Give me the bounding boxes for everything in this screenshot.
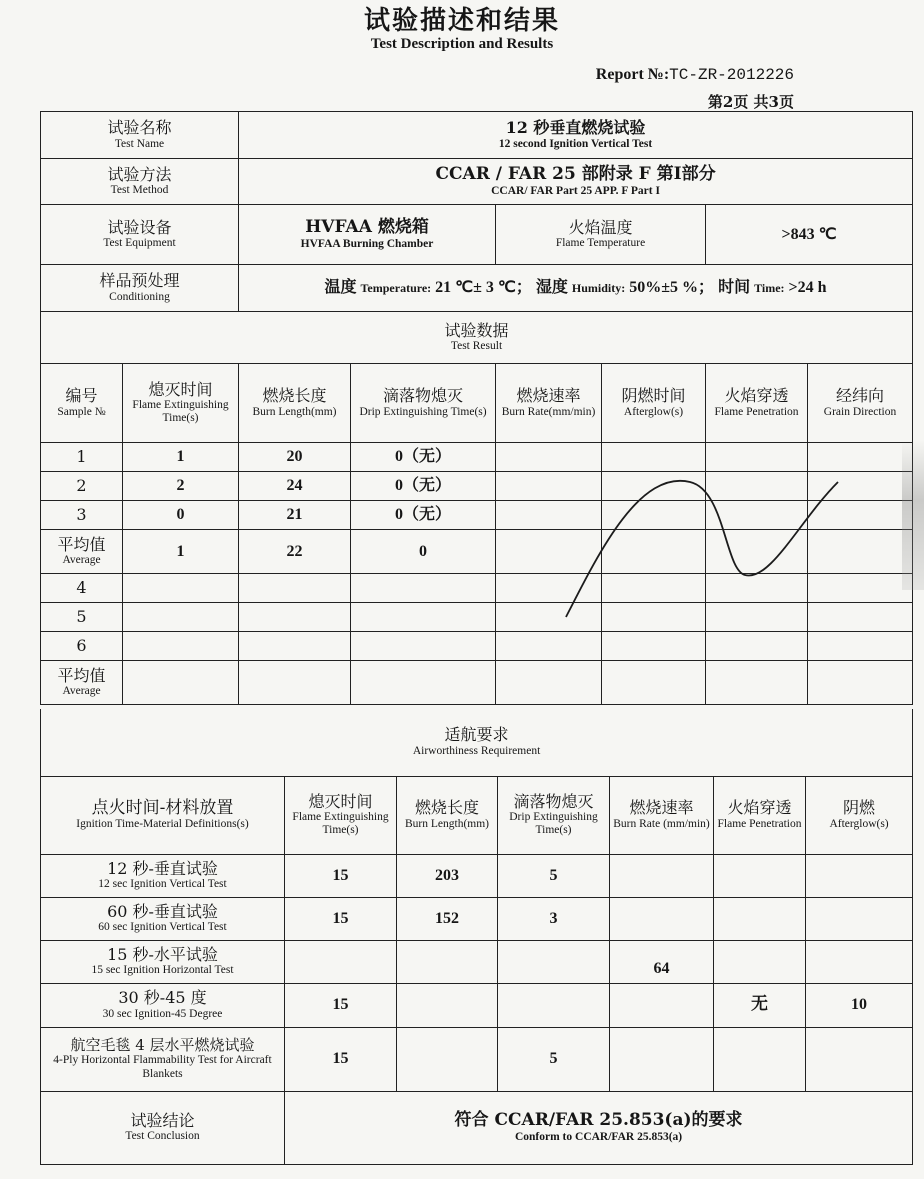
report-number [596, 64, 794, 84]
table-row: 12 秒-垂直试验 12 sec Ignition Vertical Test 15 203 5 [41, 854, 913, 897]
test-method-value: CCAR / FAR 25 部附录 F 第I部分 CCAR/ FAR Part 25 APP. F Part I [239, 159, 913, 205]
table-row-average: 平均值 Average 1 22 0 [41, 530, 913, 574]
test-result-header-row [41, 364, 913, 443]
col-afterglow: 阴燃 Afterglow(s) [806, 776, 913, 854]
flame-temperature-label: 火焰温度 Flame Temperature [496, 205, 706, 265]
flame-temperature-value: >843 ℃ [706, 205, 913, 265]
table-row: 航空毛毯 4 层水平燃烧试验 4-Ply Horizontal Flammability Test for Aircraft Blankets 15 5 [41, 1027, 913, 1091]
table-row: 15 秒-水平试验 15 sec Ignition Horizontal Test 64 [41, 940, 913, 983]
test-equipment-label: 试验设备 Test Equipment [41, 205, 239, 265]
test-result-section-title: 试验数据 Test Result [41, 312, 913, 364]
airworthiness-requirement-table [40, 709, 913, 1165]
table-row: 3 0 21 0（无） [41, 501, 913, 530]
table-row: 5 [41, 603, 913, 632]
col-burn-rate: 燃烧速率 Burn Rate (mm/min) [610, 776, 714, 854]
table-row: 6 [41, 632, 913, 661]
test-equipment-value: HVFAA 燃烧箱 HVFAA Burning Chamber [239, 205, 496, 265]
test-name-label: 试验名称 Test Name [41, 112, 239, 159]
col-flame-penetration: 火焰穿透 Flame Penetration [714, 776, 806, 854]
requirement-header-row [41, 776, 913, 854]
col-flame-extinguishing: 熄灭时间 Flame Extinguishing Time(s) [285, 776, 397, 854]
table-row: 4 [41, 574, 913, 603]
col-burn-length: 燃烧长度 Burn Length(mm) [397, 776, 498, 854]
conditioning-value: 温度 Temperature: 21 ℃± 3 ℃； 湿度 Humidity: 50%±5 %； 时间 Time: >24 h [239, 265, 913, 312]
table-row: 60 秒-垂直试验 60 sec Ignition Vertical Test 15 152 3 [41, 897, 913, 940]
airworthiness-section-title: 适航要求 Airworthiness Requirement [41, 709, 913, 776]
col-sample-no: 编号 Sample № [41, 364, 123, 443]
test-results-table [40, 111, 913, 705]
col-burn-length: 燃烧长度 Burn Length(mm) [239, 364, 351, 443]
col-flame-extinguishing: 熄灭时间 Flame Extinguishing Time(s) [123, 364, 239, 443]
test-conclusion-label: 试验结论 Test Conclusion [41, 1091, 285, 1164]
conditioning-label: 样品预处理 Conditioning [41, 265, 239, 312]
col-grain-direction: 经纬向 Grain Direction [808, 364, 913, 443]
report-number-label: Report №: [595, 66, 670, 83]
page-indicator: 第2页 共3页 [707, 93, 794, 111]
col-ignition-time: 点火时间-材料放置 Ignition Time-Material Definitions(s) [41, 776, 285, 854]
col-afterglow: 阴燃时间 Afterglow(s) [602, 364, 706, 443]
test-conclusion-value: 符合 CCAR/FAR 25.853(a)的要求 Conform to CCAR/FAR 25.853(a) [285, 1091, 913, 1164]
test-method-label: 试验方法 Test Method [41, 159, 239, 205]
col-drip-extinguishing: 滴落物熄灭 Drip Extinguishing Time(s) [498, 776, 610, 854]
report-number-value: TC-ZR-2012226 [669, 66, 794, 84]
table-row: 2 2 24 0（无） [41, 472, 913, 501]
col-burn-rate: 燃烧速率 Burn Rate(mm/min) [496, 364, 602, 443]
table-row-average: 平均值 Average [41, 661, 913, 705]
document-title: 试验描述和结果 [363, 6, 560, 36]
table-row: 1 1 20 0（无） [41, 443, 913, 472]
col-drip-extinguishing: 滴落物熄灭 Drip Extinguishing Time(s) [351, 364, 496, 443]
document-subtitle: Test Description and Results [370, 36, 554, 52]
col-flame-penetration: 火焰穿透 Flame Penetration [706, 364, 808, 443]
test-conclusion-row [41, 1091, 913, 1164]
stamp-edge-mark [902, 440, 924, 590]
table-row: 30 秒-45 度 30 sec Ignition-45 Degree 15 无 10 [41, 983, 913, 1027]
test-name-value: 12 秒垂直燃烧试验 12 second Ignition Vertical Test [239, 112, 913, 159]
